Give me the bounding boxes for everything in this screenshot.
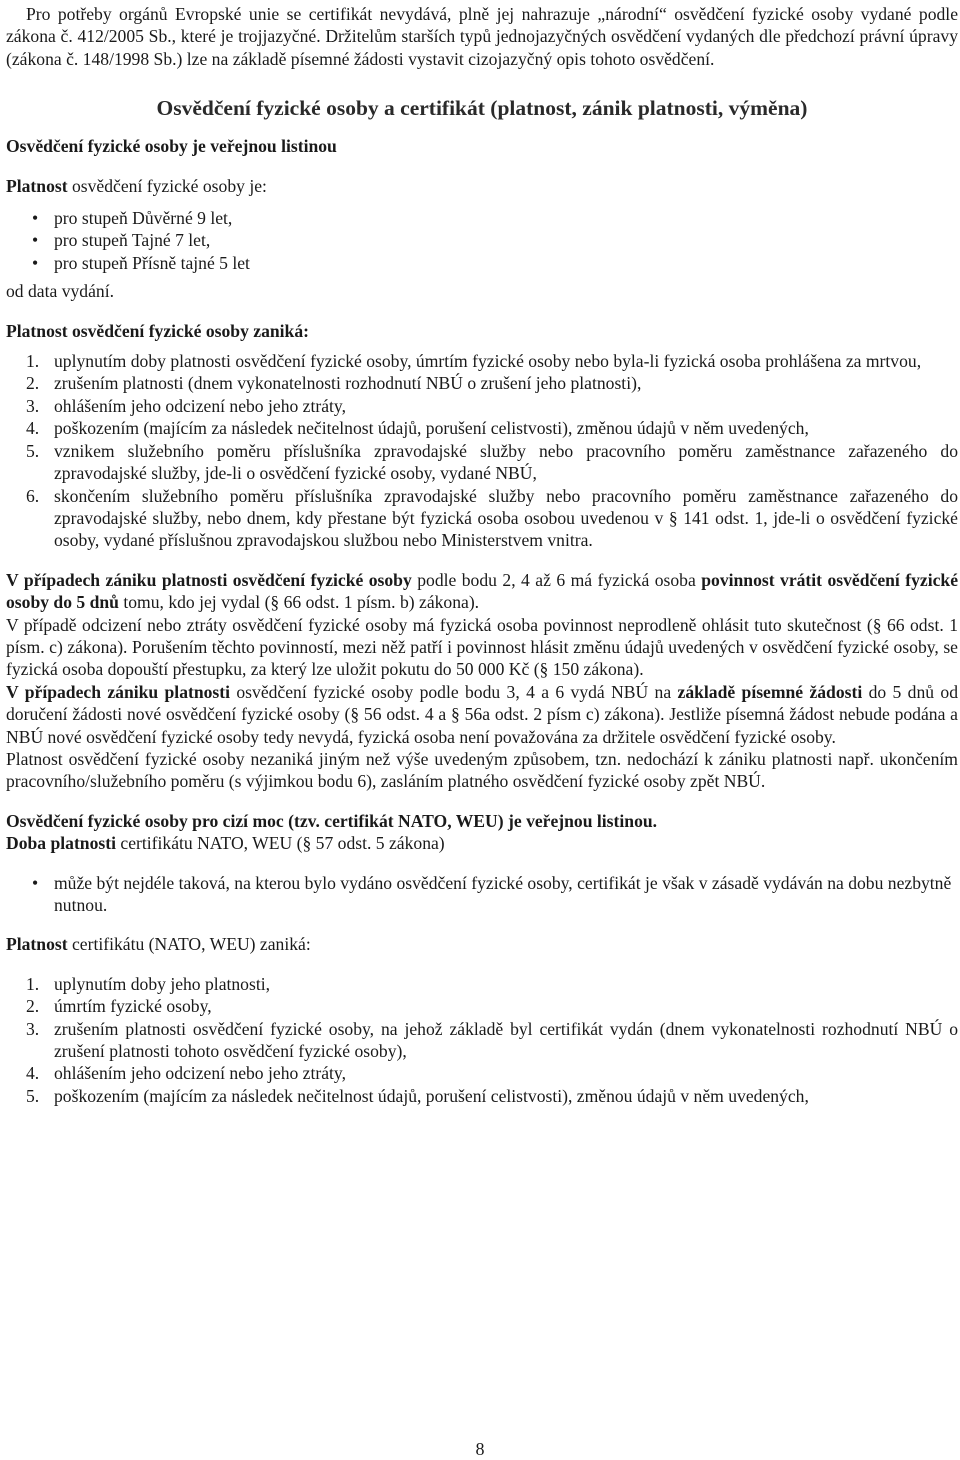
reissue-text-2: do 5 dnů od doručení žádosti nové osvědčení fyzické osoby (§ 56 odst. 4 a § 56a odst. 2 písm c) zákona). Jestliže písemná žádost nebude podána a NBÚ nové osvědčení fyzické osoby tedy nevydá, fyzická osoba není považována za držitele osvědčení fyzické osoby.: [6, 681, 959, 747]
public-document-subheading: Osvědčení fyzické osoby je veřejnou listinou: [6, 136, 337, 157]
expiry-item-number: 2.: [26, 373, 40, 394]
expiry-heading: Platnost osvědčení fyzické osoby zaniká:: [6, 320, 309, 341]
validity-list: [6, 207, 958, 274]
expiry-item-number: 6.: [26, 485, 40, 506]
nato-item-number: 1.: [26, 973, 40, 994]
intro-paragraph: Pro potřeby orgánů Evropské unie se certifikát nevydává, plně jej nahrazuje „národní“ osvědčení fyzické osoby vydané podle zákona č. 412/2005 Sb., které je trojjazyčné. Držitelům starších typů jednojazyčných osvědčení vydaných dle předchozí právní úpravy (zákona č. 148/1998 Sb.) lze na základě písemné žádosti vystavit cizojazyčný opis tohoto osvědčení.: [6, 4, 958, 69]
expiry-item-number: 5.: [26, 440, 40, 461]
nato-heading: Osvědčení fyzické osoby pro cizí moc (tzv. certifikát NATO, WEU) je veřejnou listinou.: [6, 810, 658, 831]
expiry-item-text: vznikem služebního poměru příslušníka zpravodajské služby nebo pracovního poměru zaměstnance zařazeného do zpravodajské služby, jde-li o osvědčení fyzické osoby, vydané NBÚ,: [54, 440, 958, 484]
return-obligation-paragraph: [6, 569, 958, 614]
expiry-list: [6, 350, 958, 552]
expiry-item: [6, 440, 958, 485]
nato-duration-list: [6, 872, 958, 917]
expiry-item-number: 4.: [26, 418, 40, 439]
nato-item-text: uplynutím doby jeho platnosti,: [54, 973, 271, 994]
expiry-item-text: uplynutím doby platnosti osvědčení fyzické osoby, úmrtím fyzické osoby nebo byla-li fyzická osoba prohlášena za mrtvou,: [54, 351, 922, 372]
nato-item-text: ohlášením jeho odcizení nebo jeho ztráty,: [54, 1063, 346, 1084]
nato-expiry-item: [6, 973, 958, 995]
nato-duration-bold: Doba platnosti: [6, 833, 116, 854]
expiry-item: [6, 350, 958, 372]
nato-expiry-item: [6, 995, 958, 1017]
return-bold-2: povinnost vrátit osvědčení fyzické osoby do 5 dnů: [6, 569, 958, 613]
return-text-2: tomu, kdo jej vydal (§ 66 odst. 1 písm. b) zákona).: [118, 592, 480, 613]
nato-expiry-list: [6, 973, 958, 1107]
validity-item: • pro stupeň Důvěrné 9 let,: [32, 207, 958, 229]
nato-item-number: 3.: [26, 1018, 40, 1039]
validity-tail: od data vydání.: [6, 281, 114, 302]
reissue-text-1: osvědčení fyzické osoby podle bodu 3, 4 a 6 vydá NBÚ na: [230, 681, 678, 702]
section-heading: Osvědčení fyzické osoby a certifikát (platnost, zánik platnosti, výměna): [156, 96, 808, 121]
reissue-bold-1: V případech zániku platnosti: [6, 681, 231, 702]
expiry-item-number: 1.: [26, 351, 40, 372]
expiry-item: [6, 485, 958, 552]
nato-expiry-lead: [6, 933, 958, 955]
document-page: [6, 3, 958, 1107]
other-expiry-paragraph: Platnost osvědčení fyzické osoby nezaniká jiným než výše uvedeným způsobem, tzn. nedochází k zániku platnosti např. ukončením pracovního/služebního poměru (s výjimkou bodu 6), zasláním platného osvědčení fyzické osoby zpět NBÚ.: [6, 748, 958, 792]
nato-item-number: 4.: [26, 1063, 40, 1084]
expiry-item: [6, 372, 958, 394]
validity-lead: [6, 175, 958, 197]
validity-item: • pro stupeň Tajné 7 let,: [32, 229, 958, 251]
nato-expiry-item: [6, 1085, 958, 1107]
theft-paragraph: V případě odcizení nebo ztráty osvědčení fyzické osoby má fyzická osoba povinnost neprodleně ohlásit tuto skutečnost (§ 66 odst. 1 písm. c) zákona). Porušením těchto povinností, mezi něž patří i povinnost hlásit změnu údajů uvedených v osvědčení fyzické osoby, se fyzická osoba dopouští přestupku, za který lze uložit pokutu do 50 000 Kč (§ 150 zákona).: [6, 614, 958, 680]
nato-item-text: úmrtím fyzické osoby,: [54, 996, 212, 1017]
nato-duration-rest: certifikátu NATO, WEU (§ 57 odst. 5 zákona): [116, 833, 445, 854]
expiry-item-text: zrušením platnosti (dnem vykonatelnosti rozhodnutí NBÚ o zrušení jeho platnosti),: [54, 373, 642, 394]
nato-duration-item: • může být nejdéle taková, na kterou bylo vydáno osvědčení fyzické osoby, certifikát je však v zásadě vydáván na dobu nezbytně nutnou.: [32, 872, 958, 917]
expiry-item-text: ohlášením jeho odcizení nebo jeho ztráty,: [54, 395, 346, 416]
return-text-1: podle bodu 2, 4 až 6 má fyzická osoba: [411, 569, 702, 590]
validity-lead-bold: Platnost: [6, 175, 68, 196]
nato-item-number: 5.: [26, 1085, 40, 1106]
nato-expiry-item: [6, 1062, 958, 1084]
nato-item-number: 2.: [26, 996, 40, 1017]
validity-item: • pro stupeň Přísně tajné 5 let: [32, 252, 958, 274]
page-number: 8: [475, 1439, 485, 1459]
expiry-item: [6, 417, 958, 439]
reissue-paragraph: [6, 681, 958, 748]
expiry-item-text: skončením služebního poměru příslušníka zpravodajské služby nebo pracovního poměru zaměstnance zařazeného do zpravodajské služby, nebo dnem, kdy přestane být fyzická osoba osobou uvedenou v § 141 odst. 1, jde-li o osvědčení fyzické osoby, vydané příslušnou zpravodajskou službou nebo Ministerstvem vnitra.: [54, 485, 958, 551]
nato-item-text: zrušením platnosti osvědčení fyzické osoby, na jehož základě byl certifikát vydán (dnem vykonatelnosti rozhodnutí NBÚ o zrušení platnosti tohoto osvědčení fyzické osoby),: [54, 1018, 958, 1062]
reissue-bold-2: základě písemné žádosti: [677, 681, 863, 702]
nato-expiry-item: [6, 1018, 958, 1063]
return-bold-1: V případech zániku platnosti osvědčení fyzické osoby: [6, 569, 412, 590]
nato-duration: [6, 832, 958, 854]
expiry-item-number: 3.: [26, 395, 40, 416]
expiry-item: [6, 395, 958, 417]
nato-expiry-bold: Platnost: [6, 934, 68, 955]
nato-item-text: poškozením (majícím za následek nečitelnost údajů, porušení celistvosti), změnou údajů v něm uvedených,: [54, 1085, 809, 1106]
expiry-item-text: poškozením (majícím za následek nečitelnost údajů, porušení celistvosti), změnou údajů v něm uvedených,: [54, 418, 809, 439]
validity-lead-rest: osvědčení fyzické osoby je:: [67, 175, 267, 196]
nato-expiry-rest: certifikátu (NATO, WEU) zaniká:: [67, 934, 311, 955]
